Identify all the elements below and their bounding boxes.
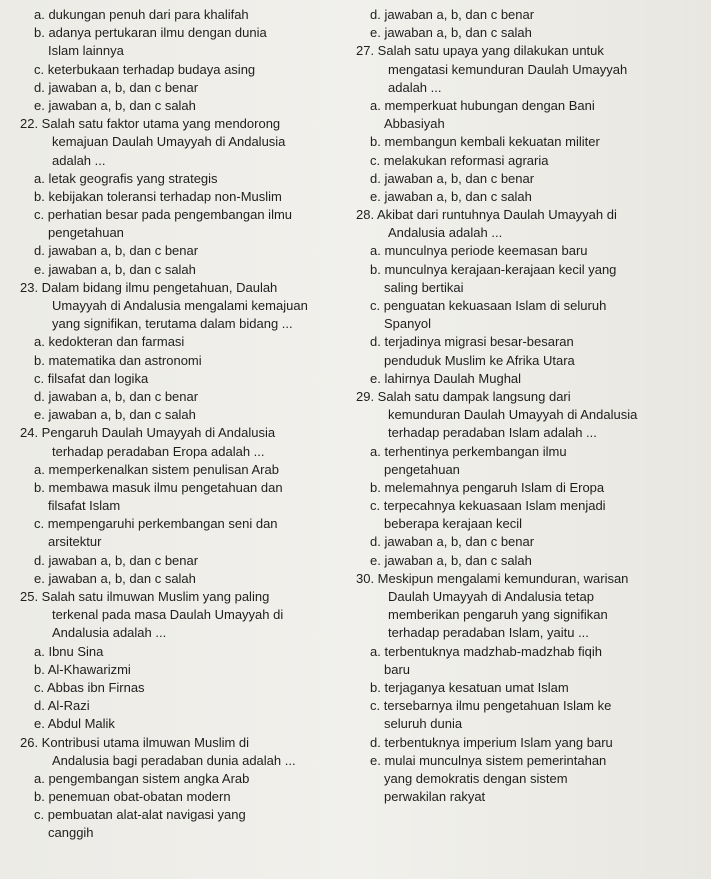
answer-option: d. jawaban a, b, dan c benar: [34, 552, 199, 568]
answer-option: c. Abbas ibn Firnas: [34, 679, 145, 695]
answer-option: c. tersebarnya ilmu pengetahuan Islam ke: [370, 698, 612, 714]
answer-option: a. pengembangan sistem angka Arab: [34, 770, 250, 786]
answer-option: d. Al-Razi: [34, 698, 90, 714]
answer-option-continuation: Spanyol: [384, 316, 431, 332]
answer-option: d. terjadinya migrasi besar-besaran: [370, 334, 574, 350]
answer-option: d. jawaban a, b, dan c benar: [34, 243, 199, 259]
question-stem: 25. Salah satu ilmuwan Muslim yang paling: [20, 589, 270, 604]
question-stem-continuation: Andalusia adalah ...: [388, 225, 503, 241]
answer-option: a. kedokteran dan farmasi: [34, 334, 185, 350]
answer-option-continuation: seluruh dunia: [384, 716, 463, 732]
question-stem-continuation: Andalusia adalah ...: [52, 625, 167, 641]
question-stem: 27. Salah satu upaya yang dilakukan untuk: [356, 43, 604, 59]
answer-option: b. kebijakan toleransi terhadap non-Muslim: [34, 188, 282, 204]
answer-option: b. munculnya kerajaan-kerajaan kecil yang: [370, 261, 617, 277]
answer-option: c. mempengaruhi perkembangan seni dan: [34, 516, 278, 532]
answer-option-continuation: saling bertikai: [384, 279, 464, 295]
answer-option: c. penguatan kekuasaan Islam di seluruh: [370, 298, 607, 313]
answer-option: b. adanya pertukaran ilmu dengan dunia: [34, 25, 267, 41]
answer-option: c. perhatian besar pada pengembangan ilmu: [34, 207, 293, 223]
answer-option: a. letak geografis yang strategis: [34, 170, 218, 186]
answer-option: e. jawaban a, b, dan c salah: [34, 97, 196, 113]
answer-option-continuation: perwakilan rakyat: [384, 789, 486, 805]
question-stem-continuation: terkenal pada masa Daulah Umayyah di: [52, 607, 284, 623]
answer-option-continuation: Islam lainnya: [48, 43, 124, 59]
answer-option: e. mulai munculnya sistem pemerintahan: [370, 752, 607, 768]
question-stem: 23. Dalam bidang ilmu pengetahuan, Daulah: [20, 279, 278, 295]
question-stem-continuation: terhadap peradaban Eropa adalah ...: [52, 443, 265, 459]
question-stem-continuation: adalah ...: [52, 152, 106, 168]
answer-option: c. terpecahnya kekuasaan Islam menjadi: [370, 498, 606, 514]
answer-option: a. Ibnu Sina: [34, 643, 104, 659]
answer-option: b. membawa masuk ilmu pengetahuan dan: [34, 479, 283, 495]
question-stem-continuation: kemunduran Daulah Umayyah di Andalusia: [388, 407, 638, 423]
question-stem-continuation: Andalusia bagi peradaban dunia adalah ...: [52, 752, 296, 768]
question-stem-continuation: terhadap peradaban Islam adalah ...: [388, 425, 597, 441]
answer-option: b. Al-Khawarizmi: [34, 661, 131, 677]
question-stem-continuation: adalah ...: [388, 79, 442, 95]
answer-option-continuation: canggih: [48, 825, 94, 841]
question-stem-continuation: kemajuan Daulah Umayyah di Andalusia: [52, 134, 286, 150]
answer-option: d. jawaban a, b, dan c benar: [34, 79, 199, 95]
answer-option-continuation: arsitektur: [48, 534, 102, 550]
left-column: [20, 6, 350, 843]
question-stem-continuation: yang signifikan, terutama dalam bidang ...: [52, 316, 293, 332]
answer-option: a. terbentuknya madzhab-madzhab fiqih: [370, 643, 602, 659]
answer-option: c. pembuatan alat-alat navigasi yang: [34, 807, 246, 823]
answer-option-continuation: yang demokratis dengan sistem: [384, 770, 568, 786]
answer-option-continuation: beberapa kerajaan kecil: [384, 516, 523, 532]
answer-option-continuation: Abbasiyah: [384, 116, 445, 132]
answer-option: a. memperkuat hubungan dengan Bani: [370, 97, 595, 113]
answer-option: e. jawaban a, b, dan c salah: [370, 25, 532, 41]
answer-option: c. keterbukaan terhadap budaya asing: [34, 61, 256, 77]
answer-option: d. jawaban a, b, dan c benar: [370, 534, 535, 550]
question-stem: 30. Meskipun mengalami kemunduran, warisan: [356, 570, 629, 586]
answer-option: e. jawaban a, b, dan c salah: [34, 261, 196, 277]
answer-option: d. jawaban a, b, dan c benar: [34, 388, 199, 404]
answer-option-continuation: baru: [384, 661, 411, 677]
answer-option: e. Abdul Malik: [34, 716, 115, 732]
question-stem-continuation: Daulah Umayyah di Andalusia tetap: [388, 589, 594, 604]
question-stem: 24. Pengaruh Daulah Umayyah di Andalusia: [20, 425, 276, 441]
question-stem: 28. Akibat dari runtuhnya Daulah Umayyah di: [356, 207, 617, 223]
answer-option: e. jawaban a, b, dan c salah: [370, 552, 532, 568]
answer-option: e. jawaban a, b, dan c salah: [370, 188, 532, 204]
question-stem: 22. Salah satu faktor utama yang mendorong: [20, 116, 281, 132]
answer-option: e. jawaban a, b, dan c salah: [34, 407, 196, 423]
right-column: [356, 6, 696, 806]
answer-option: a. munculnya periode keemasan baru: [370, 243, 588, 259]
answer-option: c. melakukan reformasi agraria: [370, 152, 549, 168]
answer-option: d. jawaban a, b, dan c benar: [370, 7, 535, 22]
answer-option-continuation: pengetahuan: [384, 461, 460, 477]
question-stem-continuation: memberikan pengaruh yang signifikan: [388, 607, 608, 623]
answer-option: b. terjaganya kesatuan umat Islam: [370, 679, 569, 695]
answer-option-continuation: pengetahuan: [48, 225, 124, 241]
question-stem: 29. Salah satu dampak langsung dari: [356, 388, 571, 404]
answer-option: a. memperkenalkan sistem penulisan Arab: [34, 461, 279, 477]
answer-option: e. jawaban a, b, dan c salah: [34, 570, 196, 586]
question-stem: 26. Kontribusi utama ilmuwan Muslim di: [20, 734, 250, 750]
answer-option-continuation: filsafat Islam: [48, 498, 121, 514]
answer-option: b. membangun kembali kekuatan militer: [370, 134, 600, 150]
question-stem-continuation: mengatasi kemunduran Daulah Umayyah: [388, 61, 628, 77]
answer-option: b. melemahnya pengaruh Islam di Eropa: [370, 479, 605, 495]
answer-option: d. terbentuknya imperium Islam yang baru: [370, 734, 613, 750]
question-stem-continuation: terhadap peradaban Islam, yaitu ...: [388, 625, 589, 641]
answer-option: c. filsafat dan logika: [34, 370, 149, 386]
answer-option: b. penemuan obat-obatan modern: [34, 789, 231, 805]
answer-option: e. lahirnya Daulah Mughal: [370, 370, 522, 386]
answer-option: a. terhentinya perkembangan ilmu: [370, 443, 567, 459]
answer-option: d. jawaban a, b, dan c benar: [370, 170, 535, 186]
answer-option-continuation: penduduk Muslim ke Afrika Utara: [384, 352, 575, 368]
question-stem-continuation: Umayyah di Andalusia mengalami kemajuan: [52, 298, 308, 313]
answer-option: a. dukungan penuh dari para khalifah: [34, 7, 249, 22]
answer-option: b. matematika dan astronomi: [34, 352, 202, 368]
